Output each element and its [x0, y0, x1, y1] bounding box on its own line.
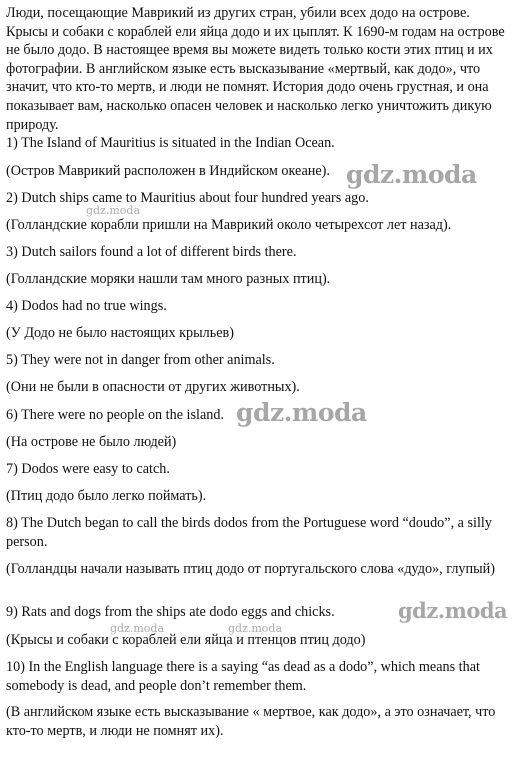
answer-8-ru: (Голландцы начали называть птиц додо от португальского слова «дудо», глупый): [6, 561, 495, 577]
watermark-logo: gdz.moda: [236, 398, 367, 427]
answer-6-ru: (На острове не было людей): [6, 434, 177, 450]
answer-7-en: 7) Dodos were easy to catch.: [6, 461, 170, 477]
watermark-logo: gdz.moda: [398, 598, 508, 623]
answer-2-ru: (Голландские корабли пришли на Маврикий около четырехсот лет назад).: [6, 217, 452, 233]
watermark-small: gdz.moda: [86, 204, 141, 217]
answer-4-en: 4) Dodos had no true wings.: [6, 298, 167, 314]
answer-10-ru: (В английском языке есть высказывание « мертвое, как додо», а это означает, что кто-то мертв, и люди не помнят их).: [6, 704, 496, 739]
intro-paragraph: Люди, посещающие Маврикий из других стран, убили всех додо на острове. Крысы и собаки с кораблей ели яйца додо и их цыплят. К 1690-м годам на острове не было додо. В настоящее время вы можете видеть только кости этих птиц и их фотографии. В английском языке есть высказывание «мертвый, как додо», что значит, что кто-то мертв, и люди не помнят. История додо очень грустная, и она показывает вам, насколько опасен человек и насколько легко уничтожить дикую природу.: [6, 5, 505, 133]
answer-5-ru: (Они не были в опасности от других животных).: [6, 379, 300, 395]
answer-10-en: 10) In the English language there is a saying “as dead as a dodo”, which means that somebody is dead, and people don’t remember them.: [6, 659, 480, 694]
answer-6-en: 6) There were no people on the island.: [6, 407, 224, 423]
answer-2-en: 2) Dutch ships came to Mauritius about four hundred years ago.: [6, 190, 369, 206]
watermark-small: gdz.moda: [228, 622, 283, 635]
answer-4-ru: (У Додо не было настоящих крыльев): [6, 325, 234, 341]
watermark-logo: gdz.moda: [346, 160, 477, 189]
answer-5-en: 5) They were not in danger from other animals.: [6, 352, 275, 368]
answer-7-ru: (Птиц додо было легко поймать).: [6, 488, 207, 504]
answer-1-en: 1) The Island of Mauritius is situated in the Indian Ocean.: [6, 135, 335, 151]
answer-9-ru: (Крысы и собаки с кораблей ели яйца и птенцов птиц додо): [6, 632, 366, 648]
answer-1-ru: (Остров Маврикий расположен в Индийском океане).: [6, 163, 330, 179]
answer-3-ru: (Голландские моряки нашли там много разных птиц).: [6, 271, 331, 287]
answer-8-en: 8) The Dutch began to call the birds dodos from the Portuguese word “doudo”, a silly person.: [6, 515, 492, 550]
answer-3-en: 3) Dutch sailors found a lot of different birds there.: [6, 244, 297, 260]
answer-9-en: 9) Rats and dogs from the ships ate dodo eggs and chicks.: [6, 604, 335, 620]
watermark-small: gdz.moda: [110, 622, 165, 635]
